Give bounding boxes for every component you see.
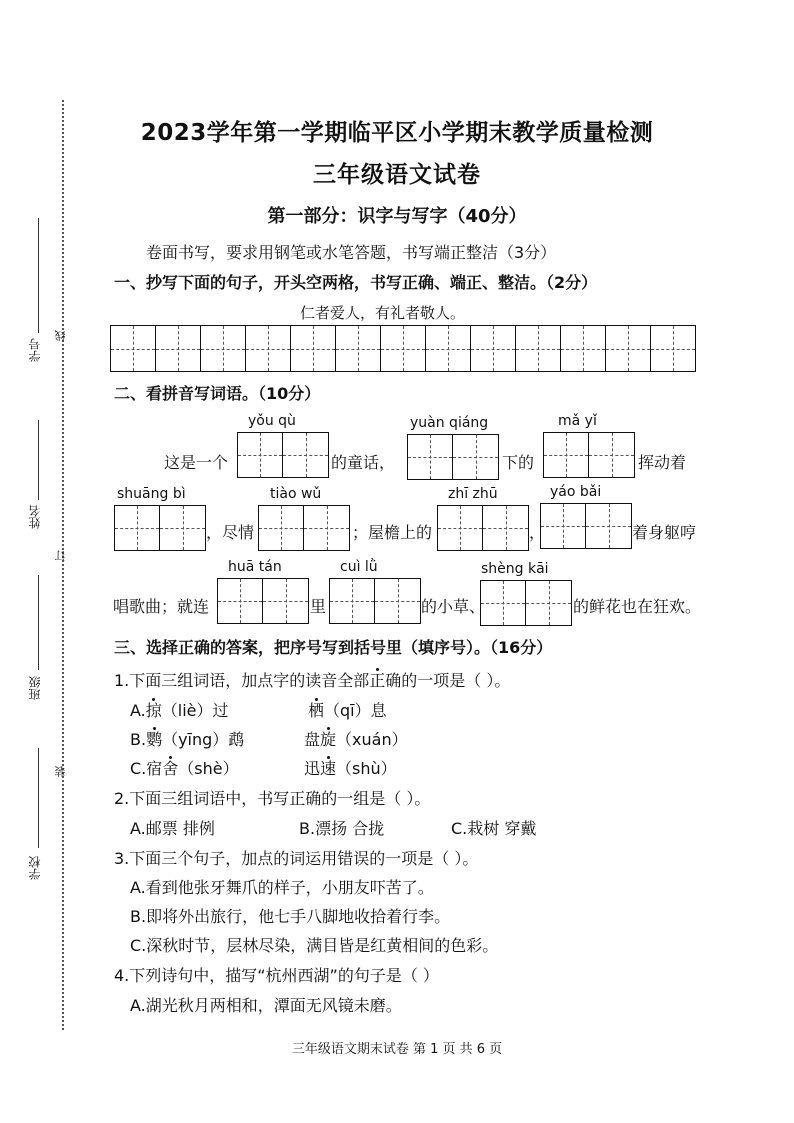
name-label: 姓名 bbox=[28, 505, 42, 529]
q3-item3-option-b: B.即将外出旅行，他七手八脚地收拾着行李。 bbox=[130, 907, 451, 926]
q2-row3-suffix: 的鲜花也在狂欢。 bbox=[573, 597, 702, 616]
q2-row1-mid2: 下的 bbox=[502, 453, 535, 472]
q3-item1-option-c1: C.宿舍（shè） bbox=[130, 759, 239, 778]
q3-item2-stem: 2.下面三组词语中，书写正确的一组是（ ）。 bbox=[114, 789, 431, 808]
q3-item2-option-b: B.漂扬 合拢 bbox=[299, 819, 385, 838]
q2-row3-mid1: 里 bbox=[310, 597, 327, 616]
student-id-line bbox=[38, 218, 39, 333]
name-line bbox=[38, 420, 39, 500]
q3-item2-option-a: A.邮票 排例 bbox=[130, 819, 215, 838]
answer-grid-shengkai[interactable] bbox=[480, 580, 572, 626]
answer-grid-youqu[interactable] bbox=[237, 432, 329, 478]
q2-heading: 二、看拼音写词语。（10分） bbox=[114, 384, 321, 403]
pinyin-tiaowu: tiào wǔ bbox=[270, 486, 322, 502]
instructions: 卷面书写，要求用钢笔或水笔答题，书写端正整洁（3分） bbox=[146, 243, 557, 262]
q1-heading: 一、抄写下面的句子，开头空两格，书写正确、端正、整洁。（2分） bbox=[114, 273, 598, 292]
answer-grid-shuangbi[interactable] bbox=[114, 505, 206, 551]
q3-item1-option-a2: 栖（qī）息 bbox=[308, 701, 387, 720]
q1-writing-grid[interactable] bbox=[110, 325, 696, 372]
pinyin-mayi: mǎ yǐ bbox=[558, 413, 597, 429]
q2-row2-suffix: 着身躯哼 bbox=[632, 523, 697, 542]
pinyin-yaobai: yáo bǎi bbox=[550, 484, 602, 500]
answer-grid-tiaowu[interactable] bbox=[258, 505, 350, 551]
school-label: 学校 bbox=[28, 856, 42, 880]
answer-grid-yuanqiang[interactable] bbox=[407, 434, 499, 480]
cut-mark-bind: 订 bbox=[54, 550, 67, 561]
q2-row2-mid3: ， bbox=[529, 523, 546, 542]
school-line bbox=[38, 748, 39, 848]
q2-row3-prefix: 唱歌曲；就连 bbox=[113, 597, 210, 616]
q3-item4-stem: 4.下列诗句中，描写“杭州西湖”的句子是（ ） bbox=[114, 966, 439, 985]
pinyin-huatan: huā tán bbox=[228, 559, 282, 575]
cut-mark-line: 线 bbox=[54, 330, 67, 341]
q2-row2-mid1: ，尽情 bbox=[206, 523, 255, 542]
q3-item2-option-c: C.栽树 穿戴 bbox=[451, 819, 537, 838]
q3-item1-option-a1: A.掠（liè）过 bbox=[130, 701, 229, 720]
class-label: 班级 bbox=[28, 676, 42, 700]
q2-row1-suffix: 挥动着 bbox=[638, 453, 687, 472]
q3-item1-option-b2: 盘旋（xuán） bbox=[304, 730, 408, 749]
pinyin-youqu: yǒu qù bbox=[248, 413, 296, 429]
q1-sentence: 仁者爱人，有礼者敬人。 bbox=[300, 304, 466, 322]
page-footer: 三年级语文期末试卷 第 1 页 共 6 页 bbox=[291, 1042, 503, 1057]
q3-heading: 三、选择正确的答案，把序号写到括号里（填序号）。（16分） bbox=[114, 638, 553, 657]
answer-grid-cuilv[interactable] bbox=[329, 578, 421, 624]
q3-item1-option-c2: 迅速（shù） bbox=[304, 759, 397, 778]
pinyin-zhizhu: zhī zhū bbox=[448, 486, 498, 502]
cut-mark-install: 装 bbox=[54, 766, 67, 777]
answer-grid-huatan[interactable] bbox=[217, 578, 309, 624]
q3-item1-stem: 1.下面三组词语，加点字的读音全部正确的一项是（ ）。 bbox=[114, 671, 511, 690]
binding-dotted-line bbox=[62, 100, 64, 1030]
pinyin-shengkai: shèng kāi bbox=[481, 561, 549, 577]
student-id-label: 学号 bbox=[28, 338, 42, 362]
answer-grid-yaobai[interactable] bbox=[540, 503, 632, 549]
q2-row1-prefix: 这是一个 bbox=[164, 453, 229, 472]
q2-row2-mid2: ；屋檐上的 bbox=[352, 523, 433, 542]
q3-item3-option-c: C.深秋时节，层林尽染，满目皆是红黄相间的色彩。 bbox=[130, 936, 499, 955]
q2-row3-mid2: 的小草、 bbox=[421, 597, 486, 616]
answer-grid-mayi[interactable] bbox=[543, 432, 635, 478]
pinyin-yuanqiang: yuàn qiáng bbox=[410, 415, 489, 431]
part-heading: 第一部分：识字与写字（40分） bbox=[267, 206, 527, 227]
class-line bbox=[38, 575, 39, 670]
q3-item3-option-a: A.看到他张牙舞爪的样子，小朋友吓苦了。 bbox=[130, 878, 434, 897]
pinyin-cuilv: cuì lǜ bbox=[340, 559, 378, 575]
exam-title: 2023学年第一学期临平区小学期末教学质量检测 bbox=[140, 120, 654, 146]
exam-subtitle: 三年级语文试卷 bbox=[313, 162, 481, 188]
q2-row1-mid1: 的童话， bbox=[331, 453, 396, 472]
q3-item1-option-b1: B.鹦（yīng）鹉 bbox=[130, 730, 245, 749]
pinyin-shuangbi: shuāng bì bbox=[117, 486, 186, 502]
q3-item3-stem: 3.下面三个句子，加点的词运用错误的一项是（ ）。 bbox=[114, 849, 479, 868]
q3-item4-option-a: A.湖光秋月两相和，潭面无风镜未磨。 bbox=[130, 996, 402, 1015]
answer-grid-zhizhu[interactable] bbox=[437, 505, 529, 551]
